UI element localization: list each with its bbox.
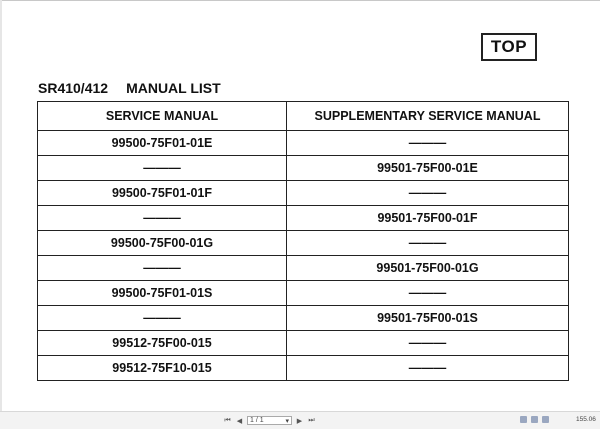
table-cell: ——— [38, 306, 287, 331]
first-page-icon[interactable]: ⏮ [224, 416, 231, 424]
zoom-level[interactable]: 155.06 [576, 416, 596, 423]
table-cell: ——— [287, 131, 569, 156]
table-cell: ——— [287, 181, 569, 206]
top-button[interactable]: TOP [481, 33, 537, 61]
last-page-icon[interactable]: ⏭ [308, 416, 315, 424]
table-cell: ——— [38, 206, 287, 231]
table-row [38, 281, 569, 306]
page-current: 1 / 1 [250, 417, 264, 424]
table-cell[interactable]: 99501-75F00-01F [287, 206, 569, 231]
table-header-row [38, 102, 569, 131]
table-row [38, 131, 569, 156]
table-cell[interactable]: 99500-75F00-01G [38, 231, 287, 256]
left-edge [0, 0, 2, 411]
table-cell: ——— [38, 256, 287, 281]
table-row [38, 181, 569, 206]
window-top-border [0, 0, 600, 1]
viewer-toolbar [0, 411, 600, 429]
column-header-supplementary: SUPPLEMENTARY SERVICE MANUAL [287, 102, 569, 131]
table-cell[interactable]: 99512-75F00-015 [38, 331, 287, 356]
table-row [38, 331, 569, 356]
zoom-icon[interactable] [542, 416, 549, 423]
table-cell[interactable]: 99500-75F01-01E [38, 131, 287, 156]
fit-page-icon[interactable] [531, 416, 538, 423]
table-cell: ——— [287, 356, 569, 381]
table-row [38, 356, 569, 381]
manual-list-table [37, 101, 569, 381]
table-cell[interactable]: 99501-75F00-01E [287, 156, 569, 181]
next-page-icon[interactable]: ▶ [296, 417, 303, 425]
page-title [38, 80, 221, 96]
print-icon[interactable] [520, 416, 527, 423]
column-header-service-manual: SERVICE MANUAL [38, 102, 287, 131]
table-cell: ——— [287, 231, 569, 256]
page-select[interactable] [247, 416, 292, 425]
table-cell: ——— [287, 281, 569, 306]
table-row [38, 206, 569, 231]
table-cell[interactable]: 99500-75F01-01S [38, 281, 287, 306]
table-cell[interactable]: 99501-75F00-01G [287, 256, 569, 281]
table-cell[interactable]: 99501-75F00-01S [287, 306, 569, 331]
chevron-down-icon: ▾ [285, 417, 289, 425]
table-cell[interactable]: 99512-75F10-015 [38, 356, 287, 381]
model-number: SR410/412 [38, 80, 109, 96]
table-cell: ——— [38, 156, 287, 181]
table-cell: ——— [287, 331, 569, 356]
table-row [38, 156, 569, 181]
table-row [38, 256, 569, 281]
table-row [38, 306, 569, 331]
viewer-tools [520, 416, 549, 423]
prev-page-icon[interactable]: ◀ [236, 417, 243, 425]
list-title: MANUAL LIST [126, 80, 221, 96]
table-row [38, 231, 569, 256]
page-navigator [223, 416, 316, 425]
table-cell[interactable]: 99500-75F01-01F [38, 181, 287, 206]
